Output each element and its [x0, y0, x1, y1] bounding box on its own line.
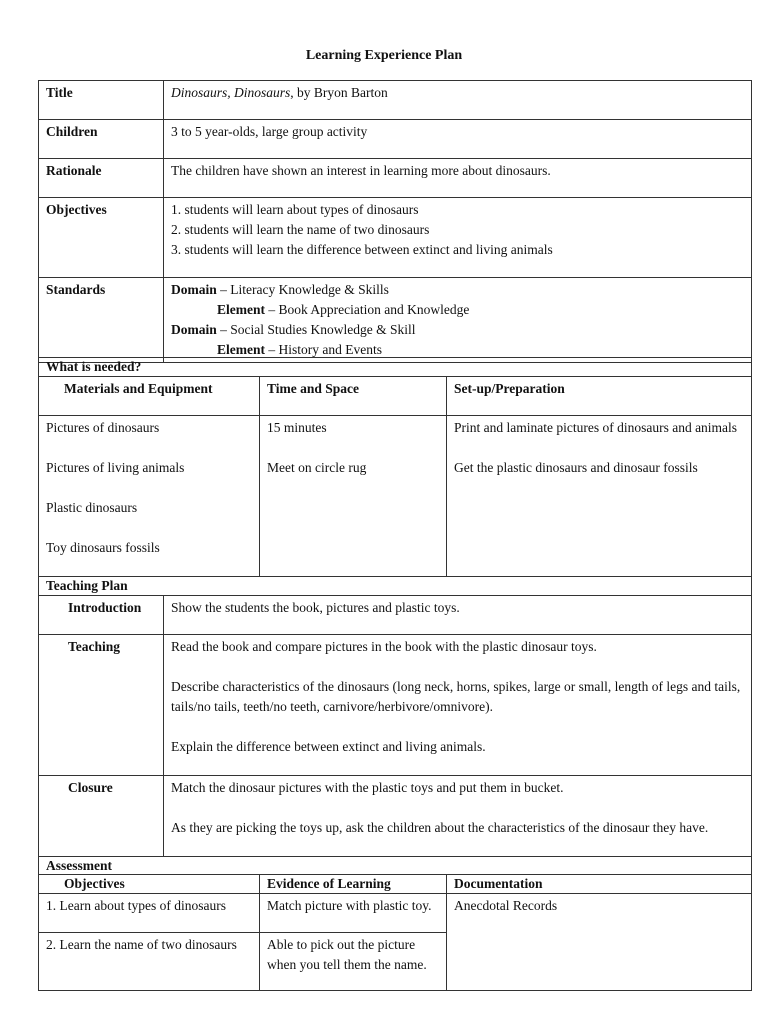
- closure-label: Closure: [39, 776, 164, 857]
- document-title: Learning Experience Plan: [305, 48, 463, 63]
- introduction-text: Show the students the book, pictures and plastic toys.: [164, 596, 752, 635]
- materials-list: [39, 416, 260, 577]
- children-value: 3 to 5 year-olds, large group activity: [164, 120, 752, 159]
- assessment-objective: 1. Learn about types of dinosaurs: [39, 894, 260, 933]
- info-table: [38, 80, 751, 363]
- material-item: Plastic dinosaurs: [46, 500, 138, 515]
- standard-line: Domain – Literacy Knowledge & Skills: [171, 282, 389, 297]
- rationale-label: Rationale: [39, 159, 164, 198]
- standard-line: Element – Book Appreciation and Knowledge: [217, 302, 470, 317]
- material-item: Pictures of living animals: [46, 460, 185, 475]
- time-item: 15 minutes: [267, 420, 327, 435]
- assessment-evidence: Able to pick out the picture when you tell them the name.: [260, 933, 447, 991]
- title-value: [164, 81, 752, 120]
- evidence-header: Evidence of Learning: [260, 875, 447, 894]
- materials-header: Materials and Equipment: [39, 377, 260, 416]
- objective-item: 3. students will learn the difference between extinct and living animals: [171, 242, 553, 257]
- objective-item: 1. students will learn about types of dinosaurs: [171, 202, 419, 217]
- time-header: Time and Space: [260, 377, 447, 416]
- material-item: Pictures of dinosaurs: [46, 420, 160, 435]
- setup-item: Print and laminate pictures of dinosaurs and animals: [454, 420, 738, 435]
- assessment-section: [38, 856, 751, 991]
- teaching-plan-section: [38, 576, 751, 857]
- time-space-list: [260, 416, 447, 577]
- documentation-value: Anecdotal Records: [447, 894, 752, 991]
- book-author: , by Bryon Barton: [290, 85, 388, 100]
- objectives-label: Objectives: [39, 198, 164, 278]
- teaching-para: Describe characteristics of the dinosaurs (long neck, horns, spikes, large or small, length of legs and tails, tails/no tails, teeth/no teeth, carnivore/herbivore/omnivore).: [171, 679, 741, 714]
- introduction-label: Introduction: [39, 596, 164, 635]
- standards-row: [39, 278, 752, 363]
- title-row: [39, 81, 752, 120]
- standards-list: [164, 278, 752, 363]
- children-row: [39, 120, 752, 159]
- setup-header: Set-up/Preparation: [447, 377, 752, 416]
- objectives-row: [39, 198, 752, 278]
- needed-heading: What is needed?: [39, 358, 752, 377]
- objective-item: 2. students will learn the name of two dinosaurs: [171, 222, 430, 237]
- objectives-list: [164, 198, 752, 278]
- assessment-evidence: Match picture with plastic toy.: [260, 894, 447, 933]
- needed-section: [38, 357, 751, 577]
- teaching-text: [164, 635, 752, 776]
- teaching-para: Explain the difference between extinct and living animals.: [171, 739, 486, 754]
- teaching-para: Read the book and compare pictures in the book with the plastic dinosaur toys.: [171, 639, 597, 654]
- material-item: Toy dinosaurs fossils: [46, 540, 160, 555]
- teaching-label: Teaching: [39, 635, 164, 776]
- documentation-header: Documentation: [447, 875, 752, 894]
- closure-para: As they are picking the toys up, ask the children about the characteristics of the dinosaur they have.: [171, 820, 709, 835]
- setup-list: [447, 416, 752, 577]
- space-item: Meet on circle rug: [267, 460, 367, 475]
- book-title: Dinosaurs, Dinosaurs: [171, 85, 291, 100]
- assessment-objectives-header: Objectives: [39, 875, 260, 894]
- teaching-plan-heading: Teaching Plan: [39, 577, 752, 596]
- closure-text: [164, 776, 752, 857]
- title-label: Title: [39, 81, 164, 120]
- standard-line: Element – History and Events: [217, 342, 382, 357]
- rationale-row: [39, 159, 752, 198]
- assessment-heading: Assessment: [39, 857, 752, 875]
- children-label: Children: [39, 120, 164, 159]
- standard-line: Domain – Social Studies Knowledge & Skill: [171, 322, 416, 337]
- setup-item: Get the plastic dinosaurs and dinosaur fossils: [454, 460, 698, 475]
- closure-para: Match the dinosaur pictures with the plastic toys and put them in bucket.: [171, 780, 564, 795]
- rationale-value: The children have shown an interest in learning more about dinosaurs.: [164, 159, 752, 198]
- standards-label: Standards: [39, 278, 164, 363]
- assessment-objective: 2. Learn the name of two dinosaurs: [39, 933, 260, 991]
